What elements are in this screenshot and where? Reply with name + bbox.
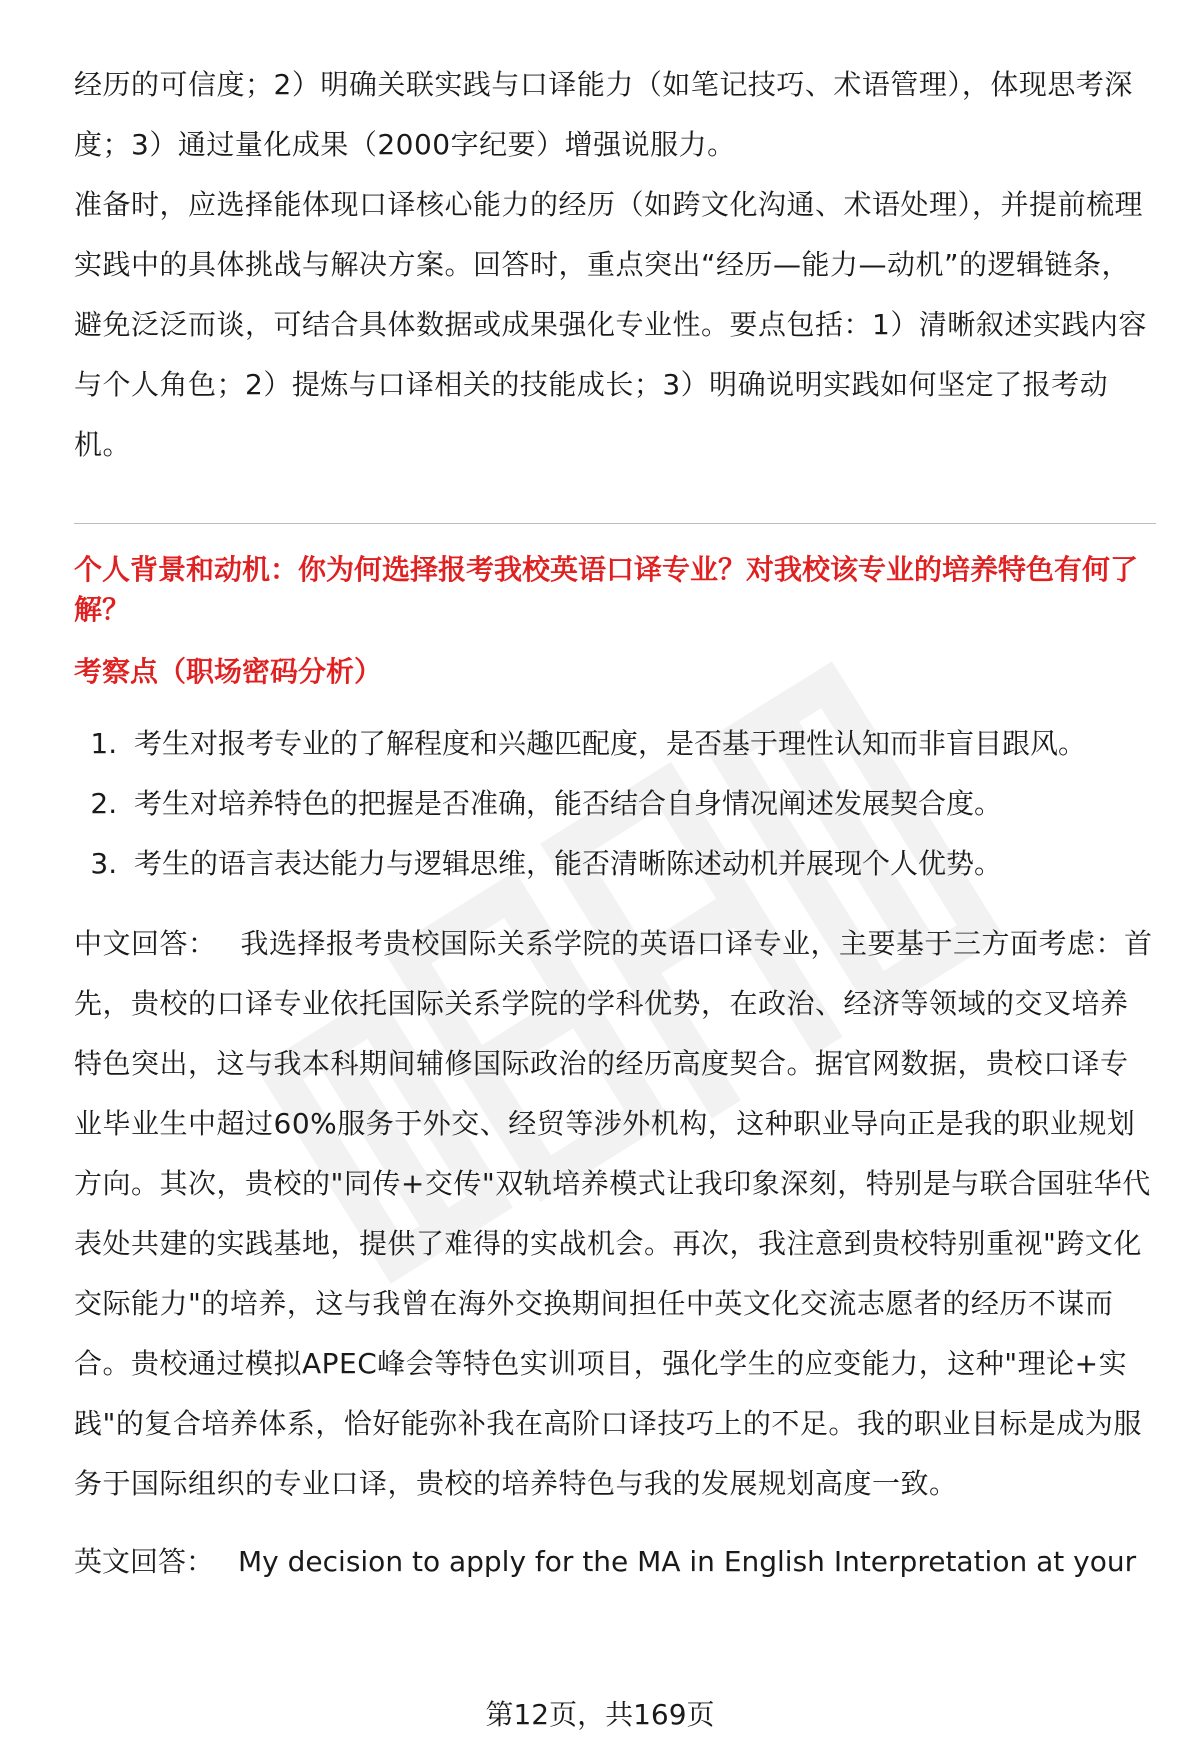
chinese-answer-text: 我选择报考贵校国际关系学院的英语口译专业，主要基于三方面考虑：首先，贵校的口译专业依托国际关系学院的学科优势，在政治、经济等领域的交叉培养特色突出，这与我本科期间辅修国际政治的经历高度契合。据官网数据，贵校口译专业毕业生中超过60%服务于外交、经贸等涉外机构，这种职业导向正是我的职业规划方向。其次，贵校的"同传+交传"双轨培养模式让我印象深刻，特别是与联合国驻华代表处共建的实践基地，提供了难得的实战机会。再次，我注意到贵校特别重视"跨文化交际能力"的培养，这与我曾在海外交换期间担任中英文化交流志愿者的经历不谋而合。贵校通过模拟APEC峰会等特色实训项目，强化学生的应变能力，这种"理论+实践"的复合培养体系，恰好能弥补我在高阶口译技巧上的不足。我的职业目标是成为服务于国际组织的专业口译，贵校的培养特色与我的发展规划高度一致。 bbox=[74, 927, 1153, 1500]
list-item: 3. 考生的语言表达能力与逻辑思维，能否清晰陈述动机并展现个人优势。 bbox=[126, 834, 1156, 894]
english-answer-text: My decision to apply for the MA in English Interpretation at your bbox=[238, 1545, 1137, 1578]
intro-paragraph-2: 准备时，应选择能体现口译核心能力的经历（如跨文化沟通、术语处理），并提前梳理实践中的具体挑战与解决方案。回答时，重点突出“经历—能力—动机”的逻辑链条，避免泛泛而谈，可结合具体数据或成果强化专业性。要点包括：1）清晰叙述实践内容与个人角色；2）提炼与口译相关的技能成长；3）明确说明实践如何坚定了报考动机。 bbox=[74, 188, 1147, 461]
chinese-answer bbox=[74, 914, 1156, 1514]
page-number: 第12页，共169页 bbox=[485, 1698, 715, 1731]
assessment-points-list bbox=[74, 714, 1156, 894]
intro-paragraph-1: 经历的可信度；2）明确关联实践与口译能力（如笔记技巧、术语管理），体现思考深度；3）通过量化成果（2000字纪要）增强说服力。 bbox=[74, 68, 1133, 161]
english-answer bbox=[74, 1532, 1156, 1592]
question-title: 个人背景和动机：你为何选择报考我校英语口译专业？对我校该专业的培养特色有何了解？ bbox=[74, 553, 1139, 626]
english-answer-label: 英文回答： bbox=[74, 1545, 215, 1578]
section-divider bbox=[74, 523, 1156, 524]
document-page bbox=[74, 55, 1156, 1592]
assessment-points-heading: 考察点（职场密码分析） bbox=[74, 655, 383, 688]
list-item: 1. 考生对报考专业的了解程度和兴趣匹配度，是否基于理性认知而非盲目跟风。 bbox=[126, 714, 1156, 774]
list-item: 2. 考生对培养特色的把握是否准确，能否结合自身情况阐述发展契合度。 bbox=[126, 774, 1156, 834]
chinese-answer-label: 中文回答： bbox=[74, 927, 217, 960]
